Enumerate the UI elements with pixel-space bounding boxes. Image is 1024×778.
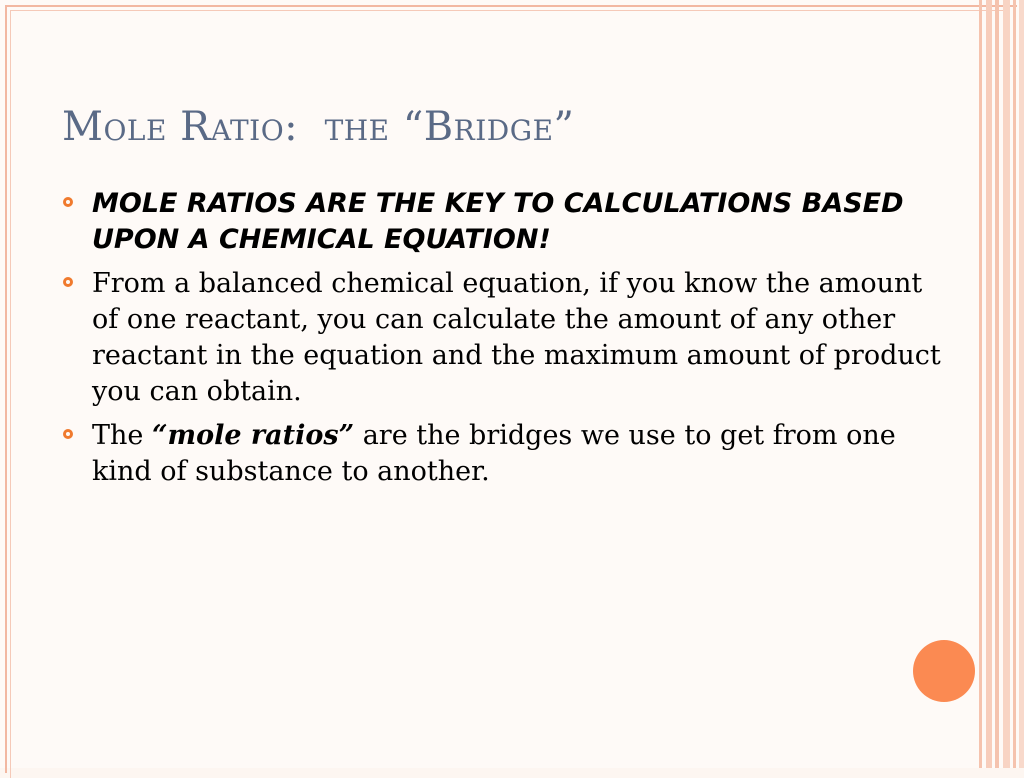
ring-bullet-icon bbox=[63, 197, 73, 207]
decor-stripe bbox=[995, 0, 999, 768]
bullet-text: MOLE RATIOS ARE THE KEY TO CALCULATIONS BASED UPON A CHEMICAL EQUATION! bbox=[92, 188, 904, 255]
decor-circle bbox=[913, 640, 975, 702]
bullet-text-prefix: The bbox=[92, 420, 152, 451]
decor-stripe bbox=[1013, 0, 1016, 768]
bullet-item bbox=[62, 418, 952, 490]
slide-title: Mole Ratio: the “Bridge” bbox=[62, 104, 575, 150]
bullet-text-emphasis: “mole ratios” bbox=[151, 420, 355, 451]
bullet-item bbox=[62, 266, 952, 410]
bullet-list bbox=[62, 186, 952, 498]
decor-stripe bbox=[986, 0, 992, 768]
decor-stripe bbox=[1003, 0, 1010, 768]
ring-bullet-icon bbox=[63, 429, 73, 439]
bullet-text-suffix: are the bridges we use to get from one kind of substance to another. bbox=[92, 420, 896, 487]
decor-stripe bbox=[979, 0, 982, 768]
decor-stripe bbox=[1019, 0, 1024, 768]
bullet-text: From a balanced chemical equation, if you know the amount of one reactant, you can calculate the amount of any other reactant in the equation and the maximum amount of product you can obtain. bbox=[92, 268, 941, 407]
bullet-item bbox=[62, 186, 952, 258]
ring-bullet-icon bbox=[63, 277, 73, 287]
